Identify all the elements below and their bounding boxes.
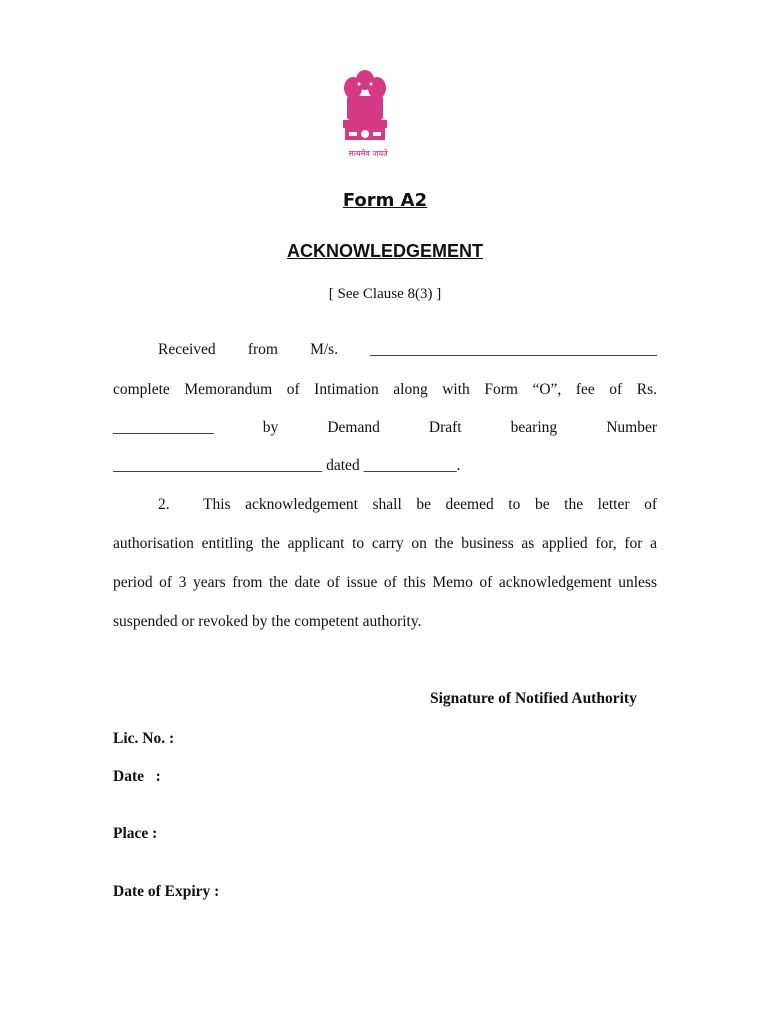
word: bearing <box>510 419 558 436</box>
para2-line2: authorisation entitling the applicant to carry on the business as applied for, for a <box>113 535 657 552</box>
word: Draft <box>428 419 462 436</box>
form-title: Form A2 <box>342 190 428 211</box>
word: Number <box>606 419 657 436</box>
blank-fee: _____________ <box>113 419 214 436</box>
word: by <box>262 419 279 436</box>
emblem-motto: सत्यमेव जयते <box>348 149 388 158</box>
word: Demand <box>327 419 380 436</box>
para1-line4: ___________________________ dated ____________. <box>113 457 461 474</box>
date-label: Date : <box>113 768 161 785</box>
blank-firm-name: _____________________________________ <box>370 341 657 358</box>
word: Received <box>158 341 216 358</box>
para1-line1 <box>158 341 657 359</box>
place-label: Place : <box>113 825 158 842</box>
clause-reference: [ See Clause 8(3) ] <box>328 286 442 302</box>
word: from <box>247 341 278 358</box>
word: M/s. <box>310 341 339 358</box>
page-title: ACKNOWLEDGEMENT <box>287 241 483 261</box>
signature-label: Signature of Notified Authority <box>430 690 637 707</box>
para2-line3: period of 3 years from the date of issue of this Memo of acknowledgement unless <box>113 574 657 591</box>
date-of-expiry-label: Date of Expiry : <box>113 883 220 900</box>
lic-no-label: Lic. No. : <box>113 730 175 747</box>
para2-number: 2. <box>158 496 170 513</box>
para1-line3 <box>113 419 657 437</box>
para2-line4: suspended or revoked by the competent authority. <box>113 613 422 630</box>
para2-line1: This acknowledgement shall be deemed to be the letter of <box>203 496 657 513</box>
para1-line2: complete Memorandum of Intimation along with Form “O”, fee of Rs. <box>113 381 657 398</box>
